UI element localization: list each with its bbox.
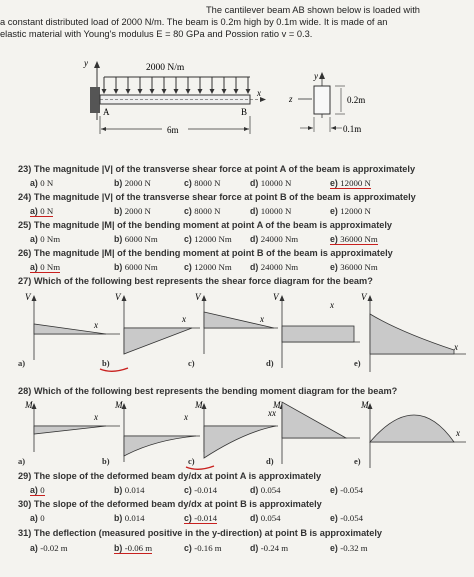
choice-c[interactable]: c)	[188, 456, 195, 466]
diagram-axis-label: M	[195, 400, 203, 410]
question-23: 23) The magnitude |V| of the transverse shear force at point A of the beam is approximately	[18, 164, 416, 174]
intro-line-1: The cantilever beam AB shown below is loaded with	[206, 5, 420, 15]
intro-line-3: elastic material with Young's modulus E = 80 GPa and Possion ratio v = 0.3.	[0, 29, 313, 39]
option-d[interactable]: d) 24000 Nm	[250, 262, 299, 272]
option-d[interactable]: d) 0.054	[250, 485, 281, 495]
question-text: The magnitude |V| of the transverse shear force at point A of the beam is approximately	[33, 164, 416, 174]
moment-b-shape	[124, 436, 196, 456]
question-text: The magnitude |M| of the bending moment at point A of the beam is approximately	[33, 220, 393, 230]
option-a[interactable]: a) 0 Nm	[30, 262, 61, 272]
option-c[interactable]: c) -0.014	[184, 485, 218, 495]
distributed-load-arrows	[102, 77, 251, 94]
question-27: 27) Which of the following best represents the shear force diagram for the beam?	[18, 276, 373, 286]
options-26	[30, 262, 470, 273]
option-c[interactable]: c) -0.014	[184, 513, 218, 523]
question-25: 25) The magnitude |M| of the bending moment at point A of the beam is approximately	[18, 220, 393, 230]
length-label: 6m	[167, 125, 179, 135]
options-31	[30, 543, 470, 554]
moment-d-shape	[282, 402, 346, 438]
options-30	[30, 513, 470, 524]
diagram-x-label: x	[94, 320, 98, 330]
diagram-axis-label: V	[195, 292, 201, 302]
moment-a-shape	[34, 426, 106, 434]
question-26: 26) The magnitude |M| of the bending moment at point B of the beam is approximately	[18, 248, 393, 258]
option-b[interactable]: b) 0.014	[114, 485, 145, 495]
question-text: The magnitude |M| of the bending moment at point B of the beam is approximately	[33, 248, 393, 258]
options-25	[30, 234, 470, 245]
diagram-x-label: x	[272, 408, 276, 418]
option-a[interactable]: a) 0	[30, 513, 45, 523]
option-d[interactable]: d) -0.24 m	[250, 543, 289, 553]
choice-a[interactable]: a)	[18, 456, 26, 466]
choice-d[interactable]: d)	[266, 456, 274, 466]
section-y-label: y	[314, 71, 318, 81]
width-label: 0.1m	[343, 124, 362, 134]
height-label: 0.2m	[347, 95, 366, 105]
question-text: Which of the following best represents the shear force diagram for the beam?	[33, 276, 373, 286]
option-c[interactable]: c) 12000 Nm	[184, 234, 232, 244]
question-text: Which of the following best represents the bending moment diagram for the beam?	[33, 386, 398, 396]
option-e[interactable]: e) 12000 N	[330, 206, 371, 216]
question-24: 24) The magnitude |V| of the transverse shear force at point B of the beam is approximately	[18, 192, 416, 202]
section-z-label: z	[289, 94, 293, 104]
option-d[interactable]: d) 10000 N	[250, 206, 292, 216]
question-text: The slope of the deformed beam dy/dx at point B is approximately	[33, 499, 322, 509]
choice-b[interactable]: b)	[102, 358, 110, 368]
question-text: The slope of the deformed beam dy/dx at point A is approximately	[33, 471, 322, 481]
x-axis-label: x	[257, 88, 261, 98]
option-b[interactable]: b) 6000 Nm	[114, 234, 158, 244]
diagram-axis-label: M	[25, 400, 33, 410]
shear-diagram-choices	[0, 288, 474, 372]
question-30: 30) The slope of the deformed beam dy/dx at point B is approximately	[18, 499, 322, 509]
option-c[interactable]: c) 8000 N	[184, 178, 221, 188]
option-a[interactable]: a) 0 Nm	[30, 234, 61, 244]
beam-figure	[0, 52, 474, 152]
option-c[interactable]: c) 8000 N	[184, 206, 221, 216]
options-29	[30, 485, 470, 496]
option-e[interactable]: e) 36000 Nm	[330, 262, 378, 272]
option-e[interactable]: e) -0.054	[330, 513, 364, 523]
question-31: 31) The deflection (measured positive in the y-direction) at point B is approximately	[18, 528, 383, 538]
y-axis-label: y	[84, 58, 88, 68]
option-e[interactable]: e) -0.32 m	[330, 543, 368, 553]
option-b[interactable]: b) 2000 N	[114, 178, 151, 188]
point-b-label: B	[241, 107, 248, 117]
diagram-x-label: x	[454, 342, 458, 352]
option-a[interactable]: a) 0 N	[30, 178, 54, 188]
options-24	[30, 206, 470, 217]
diagram-axis-label: V	[25, 292, 31, 302]
option-a[interactable]: a) 0	[30, 485, 45, 495]
diagram-x-label: x	[456, 428, 460, 438]
question-text: The deflection (measured positive in the y-direction) at point B is approximately	[33, 528, 383, 538]
shear-b-shape	[124, 328, 192, 354]
point-a-label: A	[103, 107, 110, 117]
question-28: 28) Which of the following best represents the bending moment diagram for the beam?	[18, 386, 398, 396]
diagram-x-label: x	[330, 300, 334, 310]
option-d[interactable]: d) 0.054	[250, 513, 281, 523]
fixed-wall	[90, 87, 100, 113]
diagram-axis-label: V	[361, 292, 367, 302]
moment-c-shape	[204, 426, 276, 458]
option-c[interactable]: c) -0.16 m	[184, 543, 222, 553]
option-c[interactable]: c) 12000 Nm	[184, 262, 232, 272]
choice-e[interactable]: e)	[354, 358, 361, 368]
question-text: The magnitude |V| of the transverse shear force at point B of the beam is approximately	[33, 192, 416, 202]
choice-b[interactable]: b)	[102, 456, 110, 466]
choice-d[interactable]: d)	[266, 358, 274, 368]
shear-d-shape	[282, 326, 354, 342]
option-e[interactable]: e) 12000 N	[330, 178, 371, 188]
options-23	[30, 178, 470, 189]
option-d[interactable]: d) 24000 Nm	[250, 234, 299, 244]
choice-e[interactable]: e)	[354, 456, 361, 466]
diagram-axis-label: M	[361, 400, 369, 410]
option-e[interactable]: e) -0.054	[330, 485, 364, 495]
choice-a[interactable]: a)	[18, 358, 26, 368]
choice-c[interactable]: c)	[188, 358, 195, 368]
diagram-axis-label: V	[115, 292, 121, 302]
diagram-x-label: x	[260, 314, 264, 324]
option-b[interactable]: b) 0.014	[114, 513, 145, 523]
problem-statement	[0, 4, 474, 40]
option-b[interactable]: b) 2000 N	[114, 206, 151, 216]
y-axis-arrow	[94, 61, 100, 68]
cross-section	[314, 86, 330, 114]
option-b[interactable]: b) -0.06 m	[114, 543, 153, 553]
shear-e-shape	[370, 314, 454, 354]
diagram-x-label: x	[94, 412, 98, 422]
option-e[interactable]: e) 36000 Nm	[330, 234, 378, 244]
question-29: 29) The slope of the deformed beam dy/dx at point A is approximately	[18, 471, 322, 481]
diagram-axis-label: M	[273, 400, 281, 410]
load-label: 2000 N/m	[146, 63, 185, 73]
diagram-x-label: x	[268, 408, 272, 418]
option-a[interactable]: a) 0 N	[30, 206, 54, 216]
moment-e-shape	[370, 415, 454, 442]
diagram-axis-label: V	[273, 292, 279, 302]
intro-line-2: a constant distributed load of 2000 N/m. The beam is 0.2m high by 0.1m wide. It is made of an	[0, 17, 388, 27]
moment-diagram-choices	[0, 398, 474, 470]
diagram-x-label: x	[182, 314, 186, 324]
option-b[interactable]: b) 6000 Nm	[114, 262, 158, 272]
diagram-axis-label: M	[115, 400, 123, 410]
diagram-x-label: x	[184, 412, 188, 422]
option-a[interactable]: a) -0.02 m	[30, 543, 68, 553]
option-d[interactable]: d) 10000 N	[250, 178, 292, 188]
